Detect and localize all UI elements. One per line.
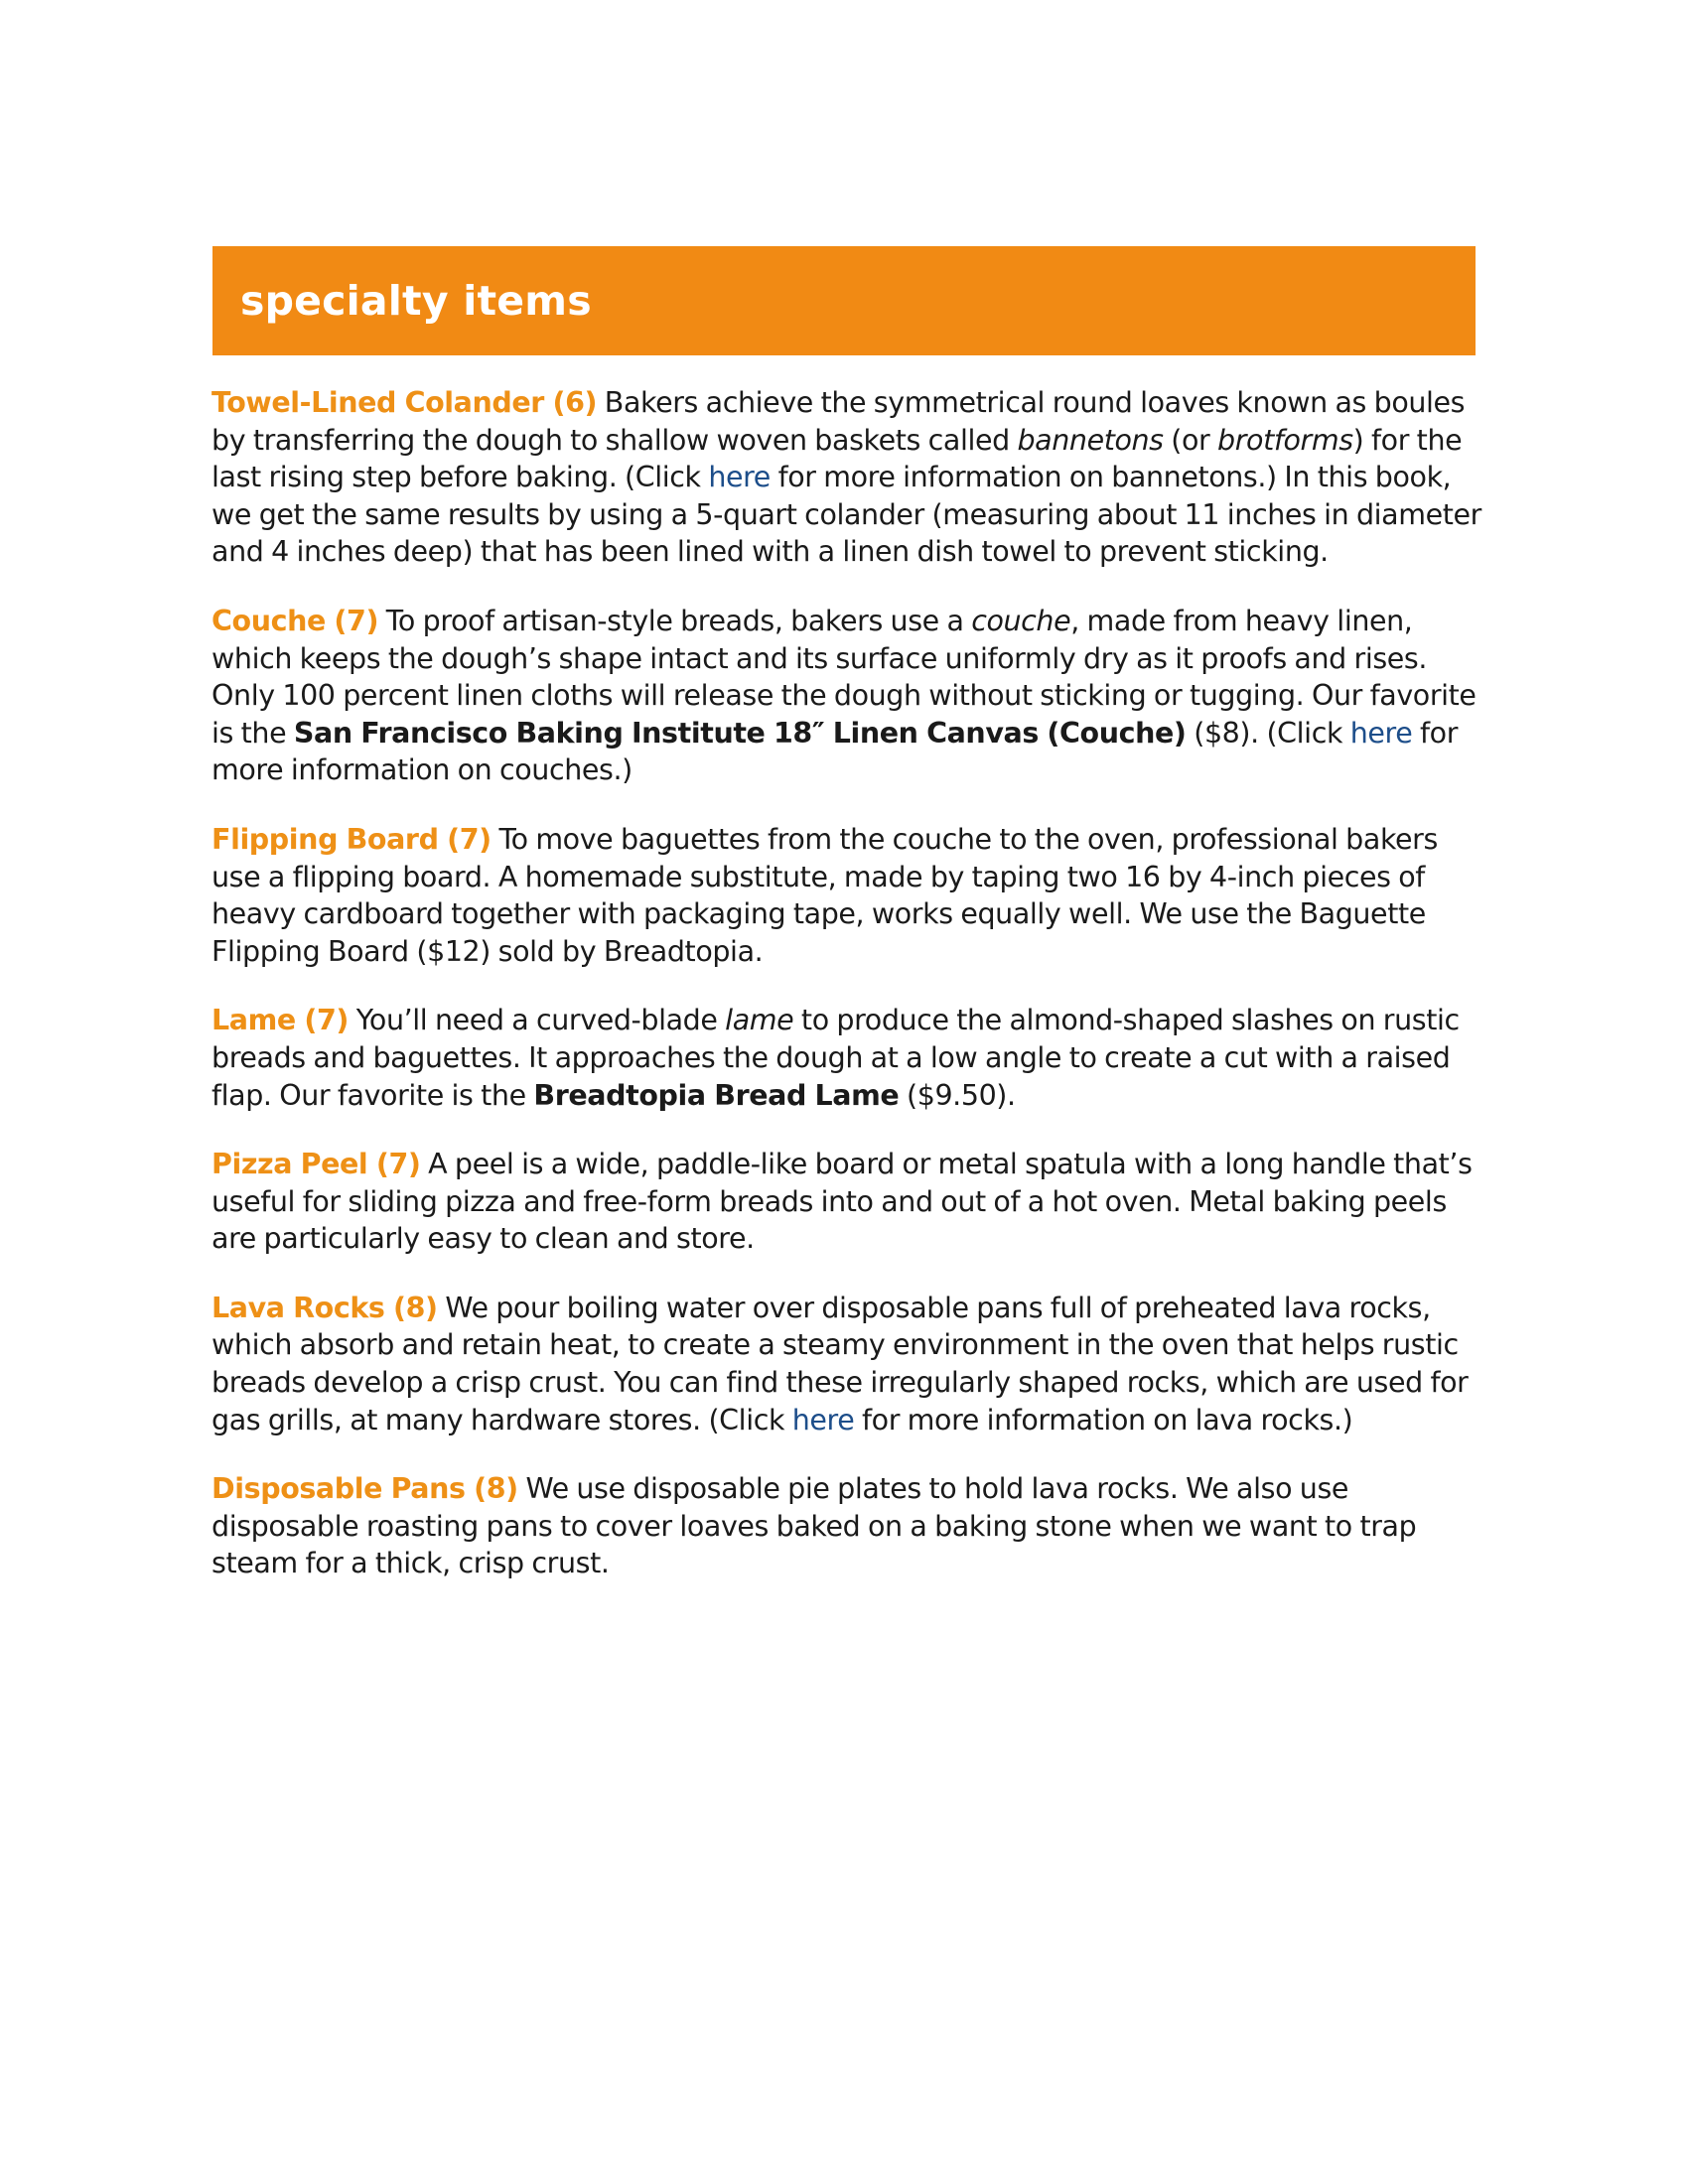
entry-couche [211, 603, 1492, 789]
couches-info-link[interactable]: here [1349, 716, 1413, 750]
section-title: specialty items [240, 277, 592, 325]
entry-title: Couche (7) [211, 604, 379, 637]
entry-text: ) for the last rising step before baking. (Click [211, 423, 1463, 494]
entry-pizza-peel [211, 1146, 1492, 1258]
entry-title: Flipping Board (7) [211, 822, 492, 856]
entry-text: ($8). (Click [1186, 716, 1350, 750]
entry-text: for more information on bannetons.) In this book, we get the same results by using a 5-quart colander (measuring about 11 inches in diameter and 4 inches deep) that has been lined with a linen dish towel to prevent sticking. [211, 461, 1481, 569]
entry-text: To proof artisan-style breads, bakers use a [378, 604, 972, 637]
entry-text: for more information on lava rocks.) [854, 1403, 1353, 1436]
entry-text: A peel is a wide, paddle-like board or metal spatula with a long handle that’s useful for sliding pizza and free-form breads into and out of a hot oven. Metal baking peels are particularly easy to clean and store. [211, 1148, 1473, 1256]
entry-text: You’ll need a curved-blade [349, 1004, 726, 1037]
entry-italic-term: bannetons [1017, 423, 1164, 457]
entry-text: We pour boiling water over disposable pans full of preheated lava rocks, which absorb and retain heat, to create a steamy environment in the oven that helps rustic breads develop a crisp crust. You can find these irregularly shaped rocks, which are used for gas grills, at many hardware stores. (Click [211, 1291, 1469, 1436]
entry-text: (or [1163, 423, 1218, 457]
entry-text: to produce the almond-shaped slashes on rustic breads and baguettes. It approaches the dough at a low angle to create a cut with a raised flap. Our favorite is the [211, 1004, 1460, 1112]
entry-title: Pizza Peel (7) [211, 1148, 421, 1181]
entry-title: Lava Rocks (8) [211, 1291, 438, 1324]
entry-lame [211, 1002, 1492, 1114]
section-banner [212, 246, 1476, 355]
entry-text: Bakers achieve the symmetrical round loaves known as boules by transferring the dough to shallow woven baskets called [211, 386, 1466, 457]
entry-text: ($9.50). [899, 1078, 1016, 1112]
lava-rocks-info-link[interactable]: here [791, 1403, 855, 1436]
entry-title: Disposable Pans (8) [211, 1472, 518, 1506]
entry-towel-lined-colander [211, 384, 1492, 571]
entry-disposable-pans [211, 1470, 1492, 1582]
entry-text: for more information on couches.) [211, 716, 1459, 787]
entry-italic-term: couche [971, 604, 1071, 637]
product-name: San Francisco Baking Institute 18″ Linen Canvas (Couche) [293, 716, 1187, 750]
entry-text: To move baguettes from the couche to the oven, professional bakers use a flipping board. A homemade substitute, made by taping two 16 by 4-inch pieces of heavy cardboard together with packaging tape, works equally well. We use the Baguette Flipping Board ($12) sold by Breadtopia. [211, 822, 1438, 968]
entry-title: Towel-Lined Colander (6) [211, 386, 598, 419]
entry-flipping-board [211, 821, 1492, 970]
specialty-items-list [211, 384, 1492, 1614]
bannetons-info-link[interactable]: here [708, 461, 771, 494]
product-name: Breadtopia Bread Lame [533, 1078, 900, 1112]
entry-lava-rocks [211, 1290, 1492, 1438]
entry-text: , made from heavy linen, which keeps the dough’s shape intact and its surface uniformly dry as it proofs and rises. Only 100 percent linen cloths will release the dough without sticking or tugging. Our favorite is the [211, 604, 1477, 750]
entry-title: Lame (7) [211, 1004, 350, 1037]
entry-text: We use disposable pie plates to hold lava rocks. We also use disposable roasting pans to cover loaves baked on a baking stone when we want to trap steam for a thick, crisp crust. [211, 1472, 1417, 1580]
entry-italic-term: brotforms [1217, 423, 1353, 457]
entry-italic-term: lame [725, 1004, 794, 1037]
